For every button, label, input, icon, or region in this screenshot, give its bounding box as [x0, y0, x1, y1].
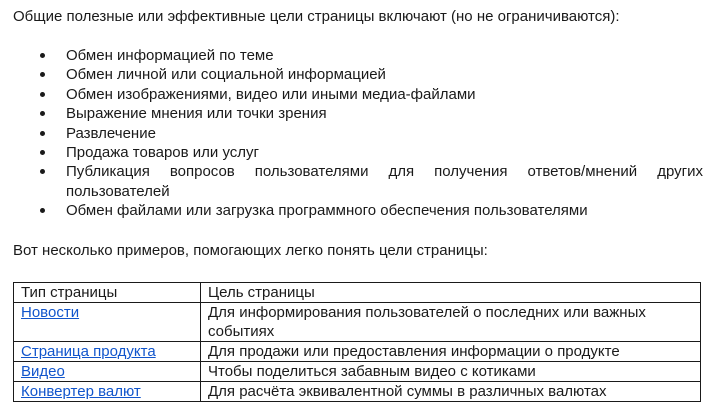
list-item [13, 201, 703, 220]
list-item-text: Обмен личной или социальной информацией [66, 66, 386, 84]
page-type-link[interactable]: Новости [21, 304, 80, 321]
table-row [14, 362, 701, 382]
bullet-icon [40, 92, 45, 97]
bullet-icon [40, 53, 45, 58]
list-item-text: Развлечение [66, 124, 156, 142]
list-item-text: Выражение мнения или точки зрения [66, 105, 327, 123]
column-header-page-type: Тип страницы [14, 283, 201, 303]
examples-paragraph: Вот несколько примеров, помогающих легко понять цели страницы: [13, 242, 488, 259]
table-row [14, 342, 701, 362]
list-item-text: Продажа товаров или услуг [66, 144, 260, 162]
table-row [14, 382, 701, 402]
list-item [13, 85, 703, 104]
page-purpose-cell: Чтобы поделиться забавным видео с котиками [201, 362, 701, 382]
page-type-cell [14, 362, 201, 382]
bullet-icon [40, 131, 45, 136]
bullet-icon [40, 169, 45, 174]
page-purpose-cell: Для продажи или предоставления информации о продукте [201, 342, 701, 362]
list-item-text: Обмен файлами или загрузка программного обеспечения пользователями [66, 202, 588, 220]
table-row [14, 303, 701, 342]
page-type-cell [14, 303, 201, 342]
list-item [13, 104, 703, 123]
intro-paragraph: Общие полезные или эффективные цели страницы включают (но не ограничиваются): [13, 8, 620, 25]
page-purpose-cell: Для информирования пользователей о последних или важных событиях [201, 303, 701, 342]
list-item-text: Публикация вопросов пользователями для получения ответов/мнений других пользователей [66, 163, 703, 200]
list-item-text: Обмен изображениями, видео или иными медиа-файлами [66, 85, 476, 103]
column-header-page-purpose: Цель страницы [201, 283, 701, 303]
bullet-icon [40, 111, 45, 116]
list-item [13, 65, 703, 84]
bullet-icon [40, 72, 45, 77]
bullet-icon [40, 150, 45, 155]
page-purpose-cell: Для расчёта эквивалентной суммы в различных валютах [201, 382, 701, 402]
table-header-row [14, 283, 701, 303]
page-type-cell [14, 342, 201, 362]
list-item [13, 143, 703, 162]
list-item [13, 162, 703, 201]
list-item [13, 46, 703, 65]
page-type-cell [14, 382, 201, 402]
page-type-link[interactable]: Страница продукта [21, 343, 156, 360]
list-item-text: Обмен информацией по теме [66, 47, 274, 64]
list-item [13, 124, 703, 143]
page-purposes-list [13, 46, 703, 221]
bullet-icon [40, 208, 45, 213]
page-purpose-table [13, 282, 701, 402]
page-type-link[interactable]: Видео [21, 363, 65, 380]
page-type-link[interactable]: Конвертер валют [21, 383, 141, 400]
